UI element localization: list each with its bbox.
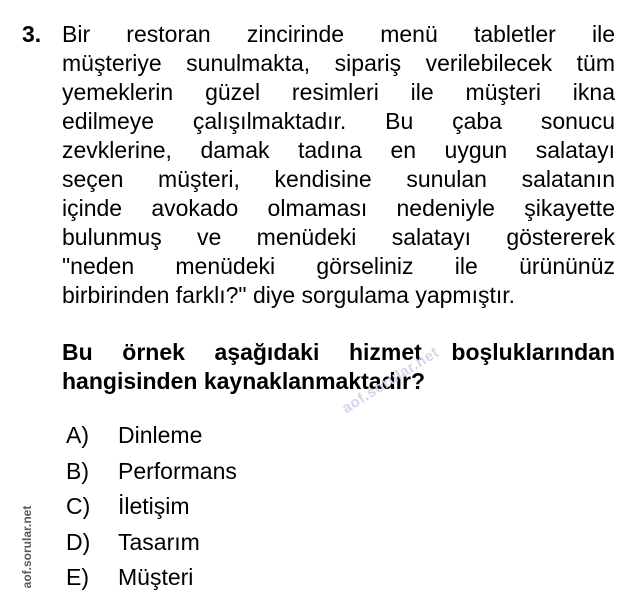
option-letter: D) bbox=[66, 528, 91, 555]
option-text: Tasarım bbox=[118, 528, 200, 555]
watermark-side: aof.sorular.net bbox=[20, 505, 34, 589]
question-prompt bbox=[62, 338, 615, 396]
option-text: Performans bbox=[118, 457, 237, 484]
option-e[interactable] bbox=[66, 560, 466, 596]
question-stem bbox=[62, 20, 615, 310]
stem-line: içinde avokado olmaması nedeniyle şikayette bbox=[62, 195, 615, 221]
option-letter: C) bbox=[66, 493, 91, 520]
watermark-center: aof.sorular.net bbox=[338, 343, 443, 417]
prompt-line: Bu örnek aşağıdaki hizmet boşluklarından bbox=[62, 339, 615, 365]
option-letter: A) bbox=[66, 422, 89, 449]
stem-line: bulunmuş ve menüdeki salatayı göstererek bbox=[62, 224, 615, 250]
option-b[interactable] bbox=[66, 454, 466, 490]
answer-options bbox=[66, 418, 466, 596]
stem-line: müşteriye sunulmakta, sipariş verilebilecek tüm bbox=[62, 50, 615, 76]
stem-line: zevklerine, damak tadına en uygun salatayı bbox=[62, 137, 615, 163]
option-c[interactable] bbox=[66, 489, 466, 525]
stem-line: edilmeye çalışılmaktadır. Bu çaba sonucu bbox=[62, 108, 615, 134]
option-d[interactable] bbox=[66, 525, 466, 561]
option-letter: E) bbox=[66, 564, 89, 591]
stem-line: yemeklerin güzel resimleri ile müşteri ikna bbox=[62, 79, 615, 105]
stem-line: seçen müşteri, kendisine sunulan salatanın bbox=[62, 166, 615, 192]
option-text: İletişim bbox=[118, 493, 190, 520]
stem-line: birbirinden farklı?" diye sorgulama yapmıştır. bbox=[62, 282, 516, 308]
stem-line: Bir restoran zincirinde menü tabletler ile bbox=[62, 21, 615, 47]
option-text: Dinleme bbox=[118, 422, 203, 449]
prompt-line: hangisinden kaynaklanmaktadır? bbox=[62, 368, 426, 394]
option-letter: B) bbox=[66, 457, 89, 484]
option-a[interactable] bbox=[66, 418, 466, 454]
question-number: 3. bbox=[22, 21, 42, 47]
stem-line: "neden menüdeki görseliniz ile ürününüz bbox=[62, 253, 615, 279]
option-text: Müşteri bbox=[118, 564, 194, 591]
